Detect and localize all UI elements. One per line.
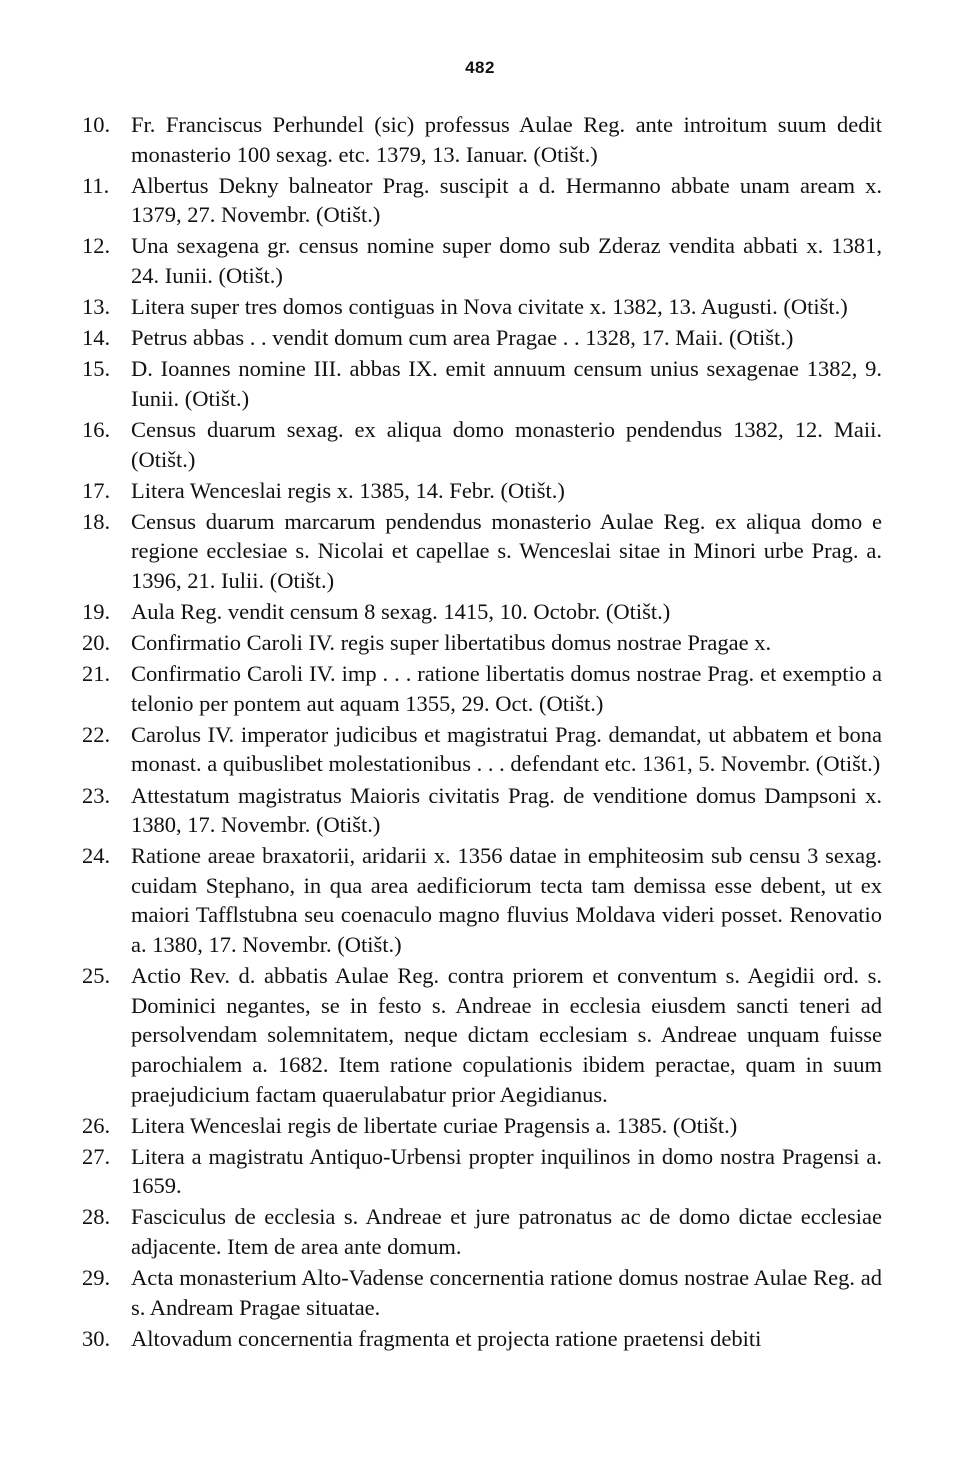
entry-text: Confirmatio Caroli IV. imp . . . ratione libertatis domus nostrae Prag. et exemptio a telonio per pontem aut aquam 1355, 29. Oct. (Otišt.) xyxy=(131,661,882,716)
list-item xyxy=(82,1202,882,1261)
entry-number: 18. xyxy=(82,508,111,534)
entry-text: Ratione areae braxatorii, aridarii x. 1356 datae in emphiteosim sub censu 3 sexag. cuidam Stephano, in qua area aedificiorum tecta tam demissa esse debent, ut ex maiori Tafflstubna seu coenaculo magno fluvius Moldava videri posset. Renovatio a. 1380, 17. Novembr. (Otišt.) xyxy=(131,843,882,958)
entry-text: Attestatum magistratus Maioris civitatis Prag. de venditione domus Dampsoni x. 1380, 17. Novembr. (Otišt.) xyxy=(131,782,882,838)
list-item xyxy=(82,476,882,506)
list-item xyxy=(82,1324,882,1354)
entry-text: Altovadum concernentia fragmenta et projecta ratione praetensi debiti xyxy=(131,1325,762,1351)
entry-number: 26. xyxy=(82,1112,111,1138)
list-item xyxy=(82,507,882,596)
list-item xyxy=(82,720,882,779)
entry-number: 12. xyxy=(82,233,111,259)
list-item xyxy=(82,781,882,840)
entry-number: 30. xyxy=(82,1325,111,1351)
entry-number: 13. xyxy=(82,294,111,320)
entry-number: 29. xyxy=(82,1265,111,1291)
list-item xyxy=(82,110,882,169)
entry-text: Litera Wenceslai regis de libertate curiae Pragensis a. 1385. (Otišt.) xyxy=(131,1112,738,1138)
entry-text: Census duarum sexag. ex aliqua domo monasterio pendendus 1382, 12. Maii. (Otišt.) xyxy=(131,416,882,472)
entry-number: 20. xyxy=(82,630,111,656)
entry-number: 17. xyxy=(82,477,111,503)
entry-number: 22. xyxy=(82,721,111,747)
entry-text: Petrus abbas . . vendit domum cum area Pragae . . 1328, 17. Maii. (Otišt.) xyxy=(131,325,794,351)
list-item xyxy=(82,841,882,959)
entry-text: Litera a magistratu Antiquo-Urbensi propter inquilinos in domo nostra Pragensi a. 1659. xyxy=(131,1143,882,1199)
list-item xyxy=(82,231,882,290)
entry-number: 10. xyxy=(82,112,111,137)
entry-text: Acta monasterium Alto-Vadense concernentia ratione domus nostrae Aulae Reg. ad s. Andream Pragae situatae. xyxy=(131,1265,882,1320)
entry-text: Albertus Dekny balneator Prag. suscipit a d. Hermanno abbate unam aream x. 1379, 27. Novembr. (Otišt.) xyxy=(131,172,882,228)
entry-number: 27. xyxy=(82,1143,111,1169)
entry-text: Litera super tres domos contiguas in Nova civitate x. 1382, 13. Augusti. (Otišt.) xyxy=(131,294,848,320)
entry-number: 24. xyxy=(82,843,111,869)
list-item xyxy=(82,354,882,413)
entry-text: Census duarum marcarum pendendus monasterio Aulae Reg. ex aliqua domo e regione ecclesiae s. Nicolai et capellae s. Wenceslai sitae in Minori urbe Prag. a. 1396, 21. Iulii. (Otišt.) xyxy=(131,508,882,593)
entry-number: 23. xyxy=(82,782,111,808)
entry-text: Litera Wenceslai regis x. 1385, 14. Febr. (Otišt.) xyxy=(131,477,565,503)
entry-text: Actio Rev. d. abbatis Aulae Reg. contra priorem et conventum s. Aegidii ord. s. Dominici negantes, se in festo s. Andreae in ecclesia eiusdem sancti teneri ad persolvendam solemnitatem, neque dictam ecclesiam s. Andreae unquam fuisse parochialem a. 1682. Item ratione copulationis ibidem peractae, quam in suum praejudicium factam quaerulabatur prior Aegidianus. xyxy=(131,963,882,1107)
list-item xyxy=(82,323,882,353)
entry-number: 15. xyxy=(82,356,111,382)
entry-text: Aula Reg. vendit censum 8 sexag. 1415, 10. Octobr. (Otišt.) xyxy=(131,599,671,624)
entry-number: 11. xyxy=(82,172,110,198)
list-item xyxy=(82,171,882,230)
list-item xyxy=(82,1111,882,1141)
entry-text: D. Ioannes nomine III. abbas IX. emit annuum censum unius sexagenae 1382, 9. Iunii. (Otišt.) xyxy=(131,356,882,411)
entry-text: Fr. Franciscus Perhundel (sic) professus Aulae Reg. ante introitum suum dedit monasterio 100 sexag. etc. 1379, 13. Ianuar. (Otišt.) xyxy=(131,112,882,167)
entry-number: 19. xyxy=(82,599,111,624)
entry-number: 28. xyxy=(82,1204,111,1230)
entry-text: Fasciculus de ecclesia s. Andreae et jure patronatus ac de domo dictae ecclesiae adjacente. Item de area ante domum. xyxy=(131,1204,882,1259)
entry-list xyxy=(82,110,882,1355)
entry-text: Confirmatio Caroli IV. regis super libertatibus domus nostrae Pragae x. xyxy=(131,630,772,656)
list-item xyxy=(82,1263,882,1322)
entry-number: 14. xyxy=(82,325,111,351)
list-item xyxy=(82,961,882,1109)
list-item xyxy=(82,415,882,474)
entry-number: 25. xyxy=(82,963,111,989)
entry-number: 16. xyxy=(82,416,111,442)
page-number: 482 xyxy=(465,58,495,77)
list-item xyxy=(82,292,882,322)
list-item xyxy=(82,1142,882,1201)
entry-number: 21. xyxy=(82,661,111,687)
entry-text: Carolus IV. imperator judicibus et magistratui Prag. demandat, ut abbatem et bona monast. a quibuslibet molestationibus . . . defendant etc. 1361, 5. Novembr. (Otišt.) xyxy=(131,721,882,777)
list-item xyxy=(82,659,882,718)
list-item xyxy=(82,597,882,627)
entry-text: Una sexagena gr. census nomine super domo sub Zderaz vendita abbati x. 1381, 24. Iunii. (Otišt.) xyxy=(131,233,882,288)
list-item xyxy=(82,628,882,658)
